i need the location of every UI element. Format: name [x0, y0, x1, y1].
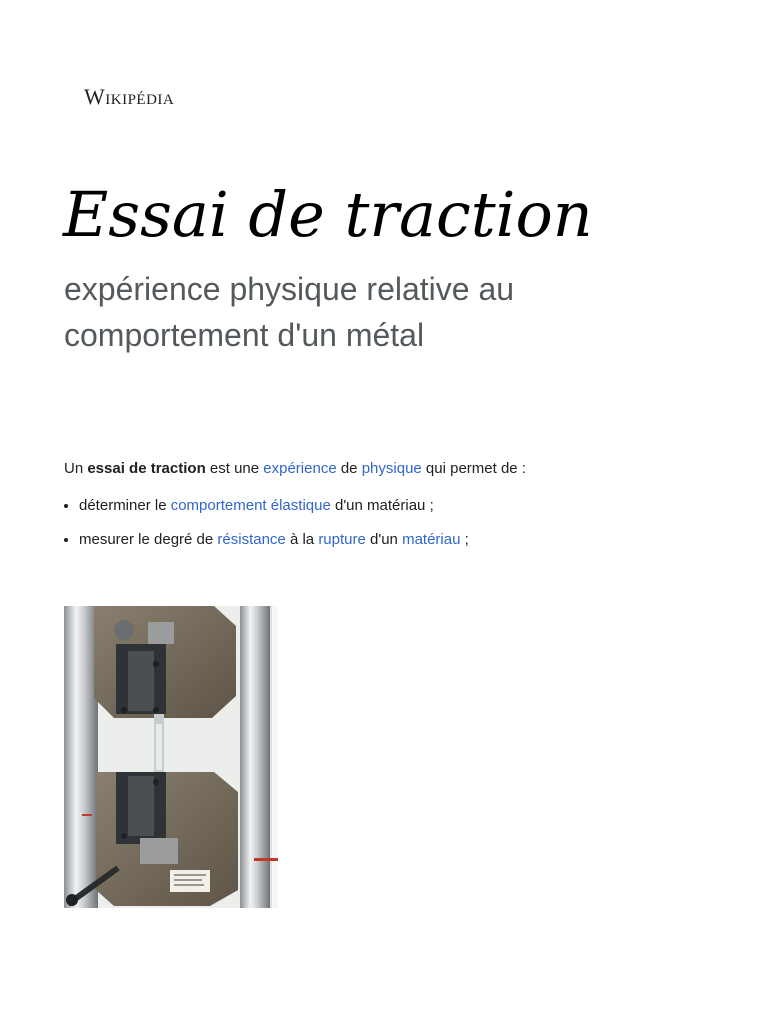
list-item: [79, 496, 469, 516]
intro-text: est une: [205, 460, 264, 477]
list-item: [79, 530, 469, 550]
intro-text: de: [336, 460, 362, 477]
intro-text: Un: [64, 460, 88, 477]
intro-text: qui permet de :: [421, 460, 526, 477]
link-resistance[interactable]: résistance: [217, 531, 286, 548]
list-item-text: d'un matériau ;: [330, 497, 434, 514]
list-item-text: ;: [460, 531, 469, 548]
list-item-text: déterminer le: [79, 497, 171, 514]
list-item-text: mesurer le degré de: [79, 531, 218, 548]
tensile-test-machine-photo[interactable]: [64, 606, 278, 908]
link-materiau[interactable]: matériau: [402, 531, 461, 548]
page-subtitle: expérience physique relative au comportement d'un métal: [64, 271, 515, 353]
wikipedia-logo[interactable]: Wikipédia: [84, 84, 175, 109]
intro-bold-term: essai de traction: [87, 460, 206, 477]
list-item-text: d'un: [365, 531, 403, 548]
link-rupture[interactable]: rupture: [318, 531, 366, 548]
link-experience[interactable]: expérience: [263, 460, 337, 477]
bullet-list: [64, 496, 469, 564]
link-physique[interactable]: physique: [361, 460, 422, 477]
page-title: Essai de traction: [63, 178, 593, 251]
link-comportement-elastique[interactable]: comportement élastique: [170, 497, 331, 514]
intro-paragraph: [64, 459, 526, 479]
list-item-text: à la: [285, 531, 319, 548]
